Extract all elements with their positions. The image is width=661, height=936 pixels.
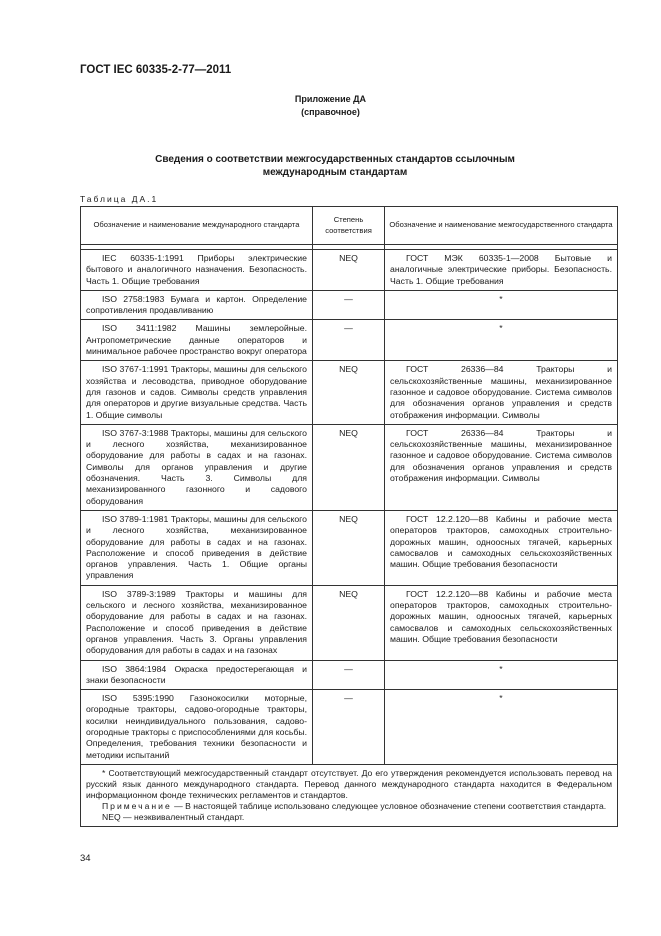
table-row <box>81 250 618 291</box>
interstate-standard-cell: * <box>385 690 618 765</box>
degree-cell: — <box>313 290 385 320</box>
heading-line-2: международным стандартам <box>262 167 408 178</box>
correspondence-table <box>80 206 618 827</box>
degree-cell: — <box>313 690 385 765</box>
table-header-row <box>81 207 618 245</box>
note-text: — В настоящей таблице использовано следующее условное обозначение степени соответствия стандарта. <box>171 800 607 811</box>
appendix-block <box>0 93 661 118</box>
table-row <box>81 690 618 765</box>
interstate-standard-cell: ГОСТ 26336—84 Тракторы и сельскохозяйственные машины, механизированное газонное и садовое оборудование. Система символов для обозначения органов управления и средств отображения информации. Символы <box>385 424 618 510</box>
column-header-degree: Степень соответствия <box>313 207 385 245</box>
footnote: * Соответствующий межгосударственный стандарт отсутствует. До его утверждения рекомендуется использовать перевод на русский язык данного международного стандарта. Перевод данного международного стандарта находится в Федеральном информационном фонде технических регламентов и стандартов. <box>86 767 612 800</box>
international-standard-cell: ISO 3789-3:1989 Тракторы и машины для сельского и лесного хозяйства, механизированное оборудование для работы в садах и на газонах. Расположение и способ приведения в действие органов управления. Часть 3. Органы управления оборудования для работы в садах и на газонах <box>81 585 313 660</box>
degree-cell: NEQ <box>313 585 385 660</box>
interstate-standard-cell: ГОСТ 26336—84 Тракторы и сельскохозяйственные машины, механизированное газонное и садовое оборудование. Система символов для обозначения органов управления и средств отображения информации. Символы <box>385 361 618 424</box>
degree-cell: NEQ <box>313 510 385 585</box>
international-standard-cell: ISO 3864:1984 Окраска предостерегающая и знаки безопасности <box>81 660 313 690</box>
degree-cell: NEQ <box>313 250 385 291</box>
table-notes <box>81 764 618 826</box>
table-row <box>81 424 618 510</box>
international-standard-cell: ISO 2758:1983 Бумага и картон. Определение сопротивления продавливанию <box>81 290 313 320</box>
note <box>86 801 612 812</box>
international-standard-cell: IEC 60335-1:1991 Приборы электрические бытового и аналогичного назначения. Безопасность. Часть 1. Общие требования <box>81 250 313 291</box>
international-standard-cell: ISO 3411:1982 Машины землеройные. Антропометрические данные операторов и минимальное рабочее пространство вокруг оператора <box>81 320 313 361</box>
table-caption: Таблица ДА.1 <box>80 194 159 204</box>
section-heading <box>120 153 550 179</box>
interstate-standard-cell: * <box>385 320 618 361</box>
international-standard-cell: ISO 3767-1:1991 Тракторы, машины для сельского хозяйства и лесоводства, приводное оборудование для газонов и садов. Символы средств управления для операторов и другие визуальные средства. Часть 1. Общие символы <box>81 361 313 424</box>
interstate-standard-cell: * <box>385 660 618 690</box>
neq-definition: NEQ — неэквивалентный стандарт. <box>102 811 245 822</box>
international-standard-cell: ISO 5395:1990 Газонокосилки моторные, огородные тракторы, садово-огородные тракторы, косилки неиндивидуального пользования, садово-огородные тракторы с приспособлениями для косьбы. Определения, требования техники безопасности и методики испытаний <box>81 690 313 765</box>
table-row <box>81 290 618 320</box>
table-row <box>81 585 618 660</box>
table-row <box>81 510 618 585</box>
degree-cell: NEQ <box>313 361 385 424</box>
interstate-standard-cell: ГОСТ МЭК 60335-1—2008 Бытовые и аналогичные электрические приборы. Безопасность. Часть 1. Общие требования <box>385 250 618 291</box>
degree-cell: — <box>313 660 385 690</box>
note-label: Примечание <box>102 800 172 811</box>
table-row <box>81 320 618 361</box>
degree-cell: — <box>313 320 385 361</box>
interstate-standard-cell: ГОСТ 12.2.120—88 Кабины и рабочие места операторов тракторов, самоходных строительно-дорожных машин, одноосных тягачей, карьерных самосвалов и самоходных сельскохозяйственных машин. Общие требования безопасности <box>385 585 618 660</box>
interstate-standard-cell: * <box>385 290 618 320</box>
degree-cell: NEQ <box>313 424 385 510</box>
table-row <box>81 361 618 424</box>
international-standard-cell: ISO 3789-1:1981 Тракторы, машины для сельского и лесного хозяйства, механизированное оборудование для работы в садах и на газонах. Расположение и способ приведения в действие органов управления. Часть 1. Общие органы управления <box>81 510 313 585</box>
heading-line-1: Сведения о соответствии межгосударственных стандартов ссылочным <box>155 154 515 165</box>
interstate-standard-cell: ГОСТ 12.2.120—88 Кабины и рабочие места операторов тракторов, самоходных строительно-дорожных машин, одноосных тягачей, карьерных самосвалов и самоходных сельскохозяйственных машин. Общие требования безопасности <box>385 510 618 585</box>
international-standard-cell: ISO 3767-3:1988 Тракторы, машины для сельского и лесного хозяйства, механизированное оборудование для работы в садах и на газонах. Символы для органов управления и другие обозначения. Часть 3. Символы для механизированного газонного и садового оборудования <box>81 424 313 510</box>
page-number: 34 <box>80 853 91 864</box>
table-notes-row <box>81 764 618 826</box>
table-row <box>81 660 618 690</box>
appendix-title: Приложение ДА <box>294 94 367 104</box>
column-header-interstate: Обозначение и наименование межгосударственного стандарта <box>385 207 618 245</box>
appendix-subtitle: (справочное) <box>301 106 360 117</box>
column-header-international: Обозначение и наименование международного стандарта <box>81 207 313 245</box>
document-code: ГОСТ IEC 60335-2-77—2011 <box>80 64 232 76</box>
